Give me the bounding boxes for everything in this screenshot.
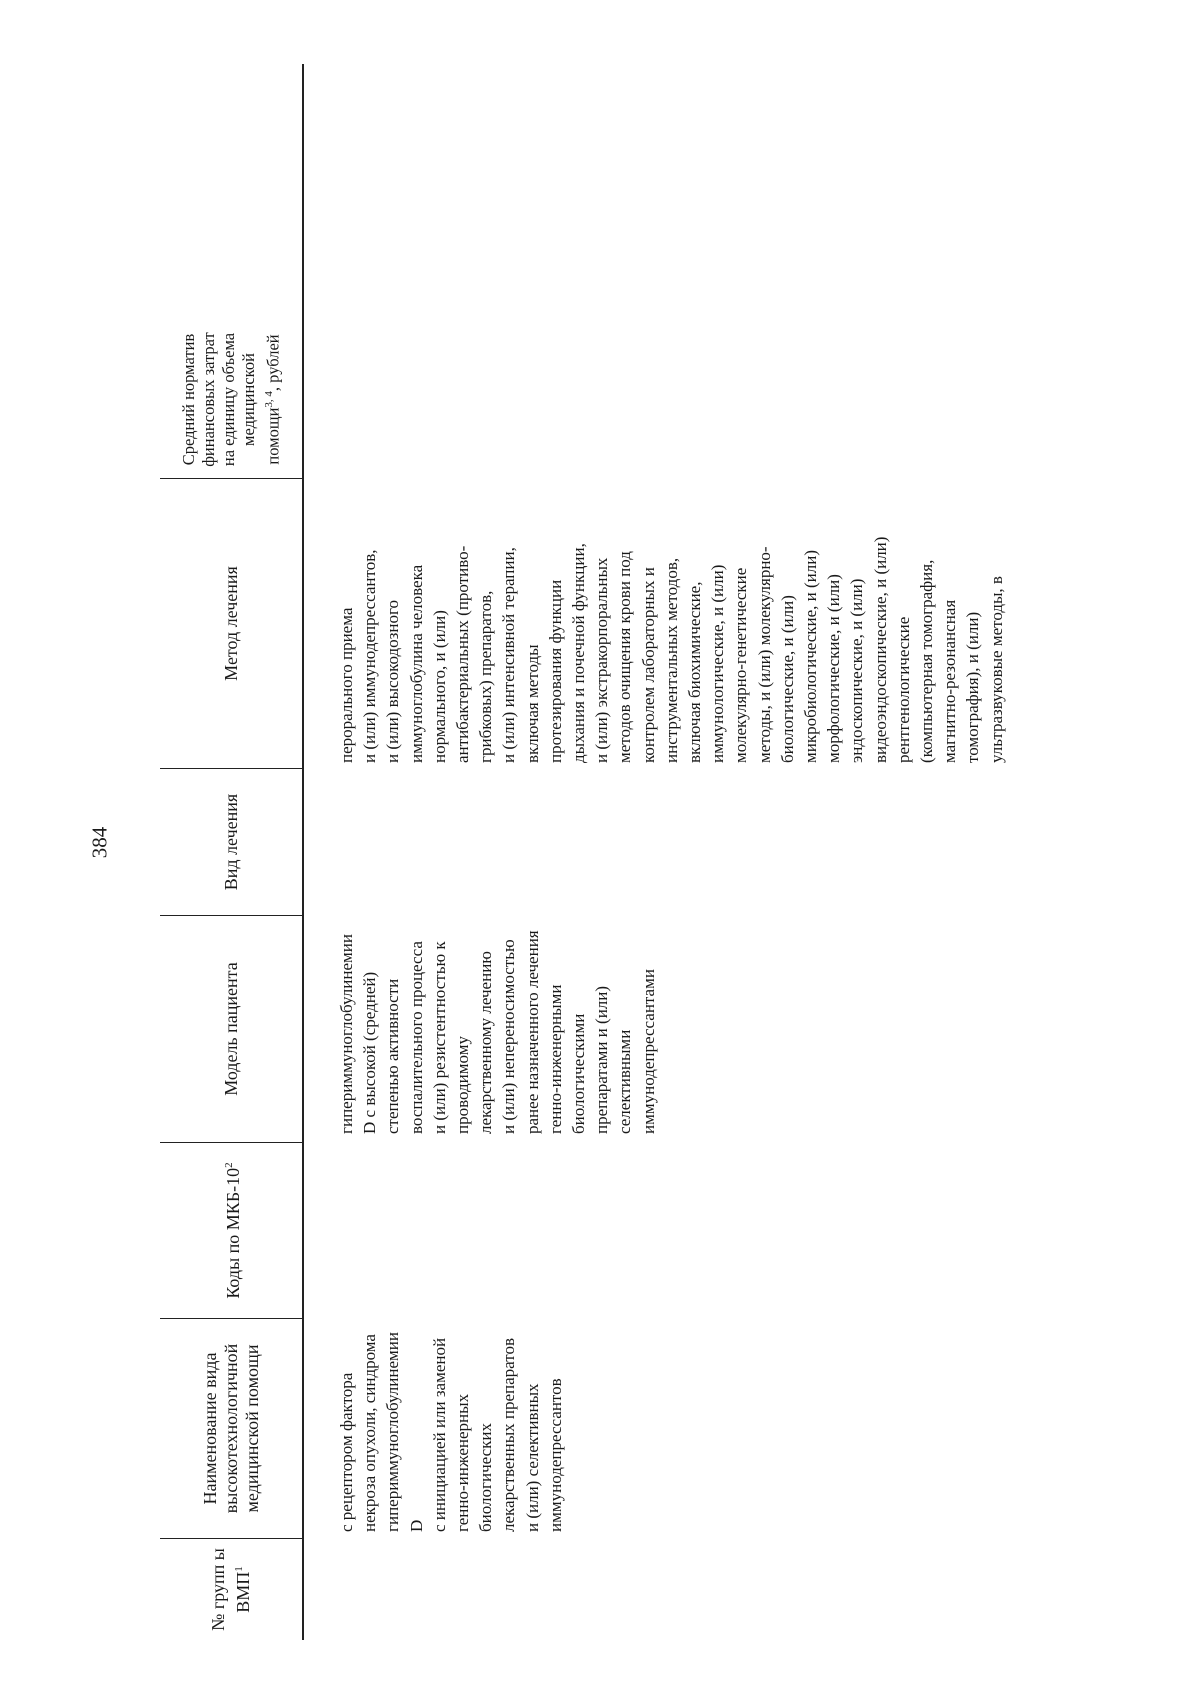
care-name-line: D: [406, 1519, 426, 1532]
header-average-cost-text: Средний норматив финансовых затрат на единицу объема медицинской помощи: [178, 332, 283, 467]
patient-model-line: ранее назначенного лечения: [522, 930, 542, 1134]
treatment-method-line: грибковых) препаратов,: [476, 590, 496, 763]
care-name-line: некроза опухоли, синдрома: [360, 1334, 380, 1532]
treatment-method-line: молекулярно-генетические: [731, 567, 751, 763]
header-group-number-text: № групп ы ВМП: [208, 1548, 253, 1631]
treatment-method-line: нормального, и (или): [429, 610, 449, 763]
patient-model-line: селективными: [615, 1029, 635, 1134]
header-patient-model-text: Модель пациента: [220, 962, 241, 1096]
page-number: 384: [87, 826, 112, 859]
treatment-method-line: иммунологические, и (или): [708, 564, 728, 763]
treatment-method-line: рентгенологические: [893, 616, 913, 763]
footnote-3-4-sup: 3, 4: [262, 391, 275, 408]
treatment-method-line: включая методы: [522, 644, 542, 763]
treatment-method-cell: [335, 537, 1008, 763]
treatment-method-line: антибактериальных (противо-: [453, 545, 473, 763]
care-name-line: лекарственных препаратов: [499, 1337, 519, 1532]
treatment-method-line: магнитно-резонансная: [940, 599, 960, 763]
patient-model-line: проводимому: [453, 1036, 473, 1134]
header-patient-model: [160, 916, 302, 1143]
treatment-method-line: инструментальных методов,: [661, 557, 681, 763]
header-care-name-text: Наименование вида высокотехнологичной медицинской помощи: [199, 1343, 262, 1514]
care-name-line: генно-инженерных: [453, 1393, 473, 1532]
care-name-cell: [335, 1332, 567, 1532]
patient-model-line: степенью активности: [383, 978, 403, 1134]
header-group-number: [160, 1539, 302, 1640]
header-treatment-method: [160, 479, 302, 769]
care-name-line: с инициацией или заменой: [429, 1337, 449, 1532]
treatment-method-line: и (или) интенсивной терапии,: [499, 547, 519, 763]
header-average-cost-suffix: , рублей: [263, 334, 283, 392]
patient-model-cell: [335, 930, 660, 1134]
treatment-method-line: методов очищения крови под: [615, 551, 635, 763]
header-icd-codes: [160, 1143, 302, 1319]
header-bottom-rule: [302, 64, 304, 1640]
treatment-method-line: эндоскопические, и (или): [847, 578, 867, 763]
patient-model-line: генно-инженерными: [545, 984, 565, 1134]
treatment-method-line: видеоэндоскопические, и (или): [870, 536, 890, 763]
footnote-1-sup: 1: [233, 1566, 245, 1572]
treatment-method-line: методы, и (или) молекулярно-: [754, 546, 774, 763]
treatment-method-line: биологические, и (или): [777, 595, 797, 763]
footnote-2-sup: 2: [222, 1162, 235, 1168]
treatment-method-line: протезирования функции: [545, 579, 565, 763]
treatment-method-line: и (или) иммунодепрессантов,: [360, 549, 380, 763]
treatment-method-line: включая биохимические,: [685, 581, 705, 763]
treatment-method-line: томография), и (или): [963, 611, 983, 763]
patient-model-line: лекарственному лечению: [476, 951, 496, 1134]
header-treatment-method-text: Метод лечения: [220, 566, 241, 681]
patient-model-line: биологическими: [569, 1013, 589, 1134]
header-icd-codes-text: Коды по МКБ-10: [222, 1167, 243, 1299]
header-care-name: [160, 1319, 302, 1539]
patient-model-line: препаратами и (или): [592, 985, 612, 1134]
patient-model-line: иммунодепрессантами: [638, 969, 658, 1134]
header-treatment-type-text: Вид лечения: [220, 793, 241, 891]
treatment-method-line: микробиологические, и (или): [801, 549, 821, 763]
treatment-method-line: и (или) высокодозного: [383, 599, 403, 763]
treatment-method-line: перорального приема: [337, 607, 356, 763]
treatment-method-line: морфологические, и (или): [824, 574, 844, 763]
patient-model-line: и (или) резистентностью к: [429, 941, 449, 1134]
header-treatment-type: [160, 769, 302, 916]
treatment-method-line: (компьютерная томография,: [917, 559, 937, 763]
patient-model-line: D с высокой (средней): [360, 971, 380, 1134]
treatment-method-line: ультразвуковые методы, в: [986, 576, 1006, 763]
care-name-line: иммунодепрессантов: [545, 1378, 565, 1532]
patient-model-line: воспалительного процесса: [406, 941, 426, 1134]
treatment-method-line: контролем лабораторных и: [638, 567, 658, 763]
treatment-method-line: дыхания и почечной функции,: [569, 543, 589, 763]
header-average-cost: [160, 321, 302, 479]
treatment-method-line: и (или) экстракорпоральных: [592, 557, 612, 763]
care-name-line: биологических: [476, 1423, 496, 1532]
treatment-method-line: иммуноглобулина человека: [406, 564, 426, 763]
patient-model-line: и (или) непереносимостью: [499, 939, 519, 1134]
care-name-line: с рецептором фактора: [337, 1372, 356, 1532]
care-name-line: и (или) селективных: [522, 1383, 542, 1532]
care-name-line: гипериммуноглобулинемии: [383, 1332, 403, 1532]
patient-model-line: гипериммуноглобулинемии: [337, 934, 356, 1134]
rotated-table: [160, 64, 1160, 1640]
